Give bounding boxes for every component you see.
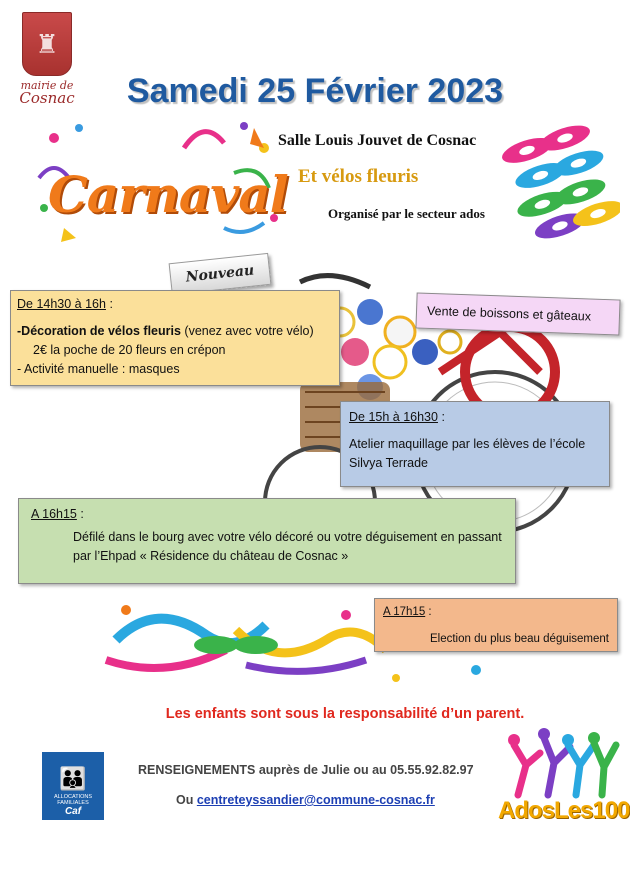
carnival-masks-illustration [498,112,620,250]
box3-body: Atelier maquillage par les élèves de l’école Silvya Terrade [349,437,586,470]
refreshments-box [415,292,620,335]
box1-time: De 14h30 à 16h [17,297,106,311]
contact-info: RENSEIGNEMENTS auprès de Julie ou au 05.55.92.82.97 [138,763,474,777]
ados-dancers-illustration [498,720,622,800]
box5-header [383,603,609,622]
box3-time: De 15h à 16h30 [349,410,438,424]
event-subtitle: Et vélos fleuris [298,166,419,187]
box1-line2: 2€ la poche de 20 fleurs en crépon [33,343,226,357]
carnaval-word-art: Carnaval [48,165,288,224]
box1-line1 [17,322,333,341]
schedule-box-1500 [340,401,610,487]
new-badge: Nouveau [169,253,272,295]
ados-les-100-logo: AdosLes100 [498,797,630,824]
box4-header [31,505,503,524]
schedule-box-1430 [10,290,340,386]
refreshments-text: Vente de boissons et gâteaux [426,303,592,324]
box3-header-suffix: : [437,410,445,424]
contact-email-line [176,793,435,807]
town-logo-line2: Cosnac [19,89,75,107]
event-date-title: Samedi 25 Février 2023 [126,72,504,110]
contact-email-prefix: Ou [176,793,197,807]
caf-logo-line2: FAMILIALES [57,800,89,806]
contact-email-link[interactable]: centreteyssandier@commune-cosnac.fr [196,793,435,807]
box3-header [349,408,601,427]
box5-body: Election du plus beau déguisement [429,633,609,645]
box1-line1-rest: (venez avec votre vélo) [180,324,314,338]
box5-header-suffix: : [425,606,432,618]
box4-header-suffix: : [76,507,84,521]
caf-logo [42,752,104,820]
town-crest-logo: ♜ [22,12,72,76]
parental-responsibility-notice: Les enfants sont sous la responsabilité d’un parent. [165,706,525,722]
town-logo-line1: mairie de [20,79,74,92]
box4-time: A 16h15 [31,507,77,521]
schedule-box-1615 [18,498,516,584]
caf-logo-line3: Caf [64,806,82,817]
box5-time: A 17h15 [383,606,426,618]
box1-header [17,295,333,314]
box1-line3: - Activité manuelle : masques [17,362,180,376]
schedule-box-1715 [374,598,618,652]
box1-line1-bold: -Décoration de vélos fleuris [17,324,181,338]
box1-header-suffix: : [105,297,113,311]
caf-family-icon: 👪 [59,766,87,791]
organizer-text: Organisé par le secteur ados [328,206,485,221]
venue-name: Salle Louis Jouvet de Cosnac [278,132,477,149]
caf-logo-line1: ALLOCATIONS [53,794,93,800]
box4-body: Défilé dans le bourg avec votre vélo décoré ou votre déguisement en passant par l’Ehpad « Résidence du château de Cosnac » [73,530,502,563]
